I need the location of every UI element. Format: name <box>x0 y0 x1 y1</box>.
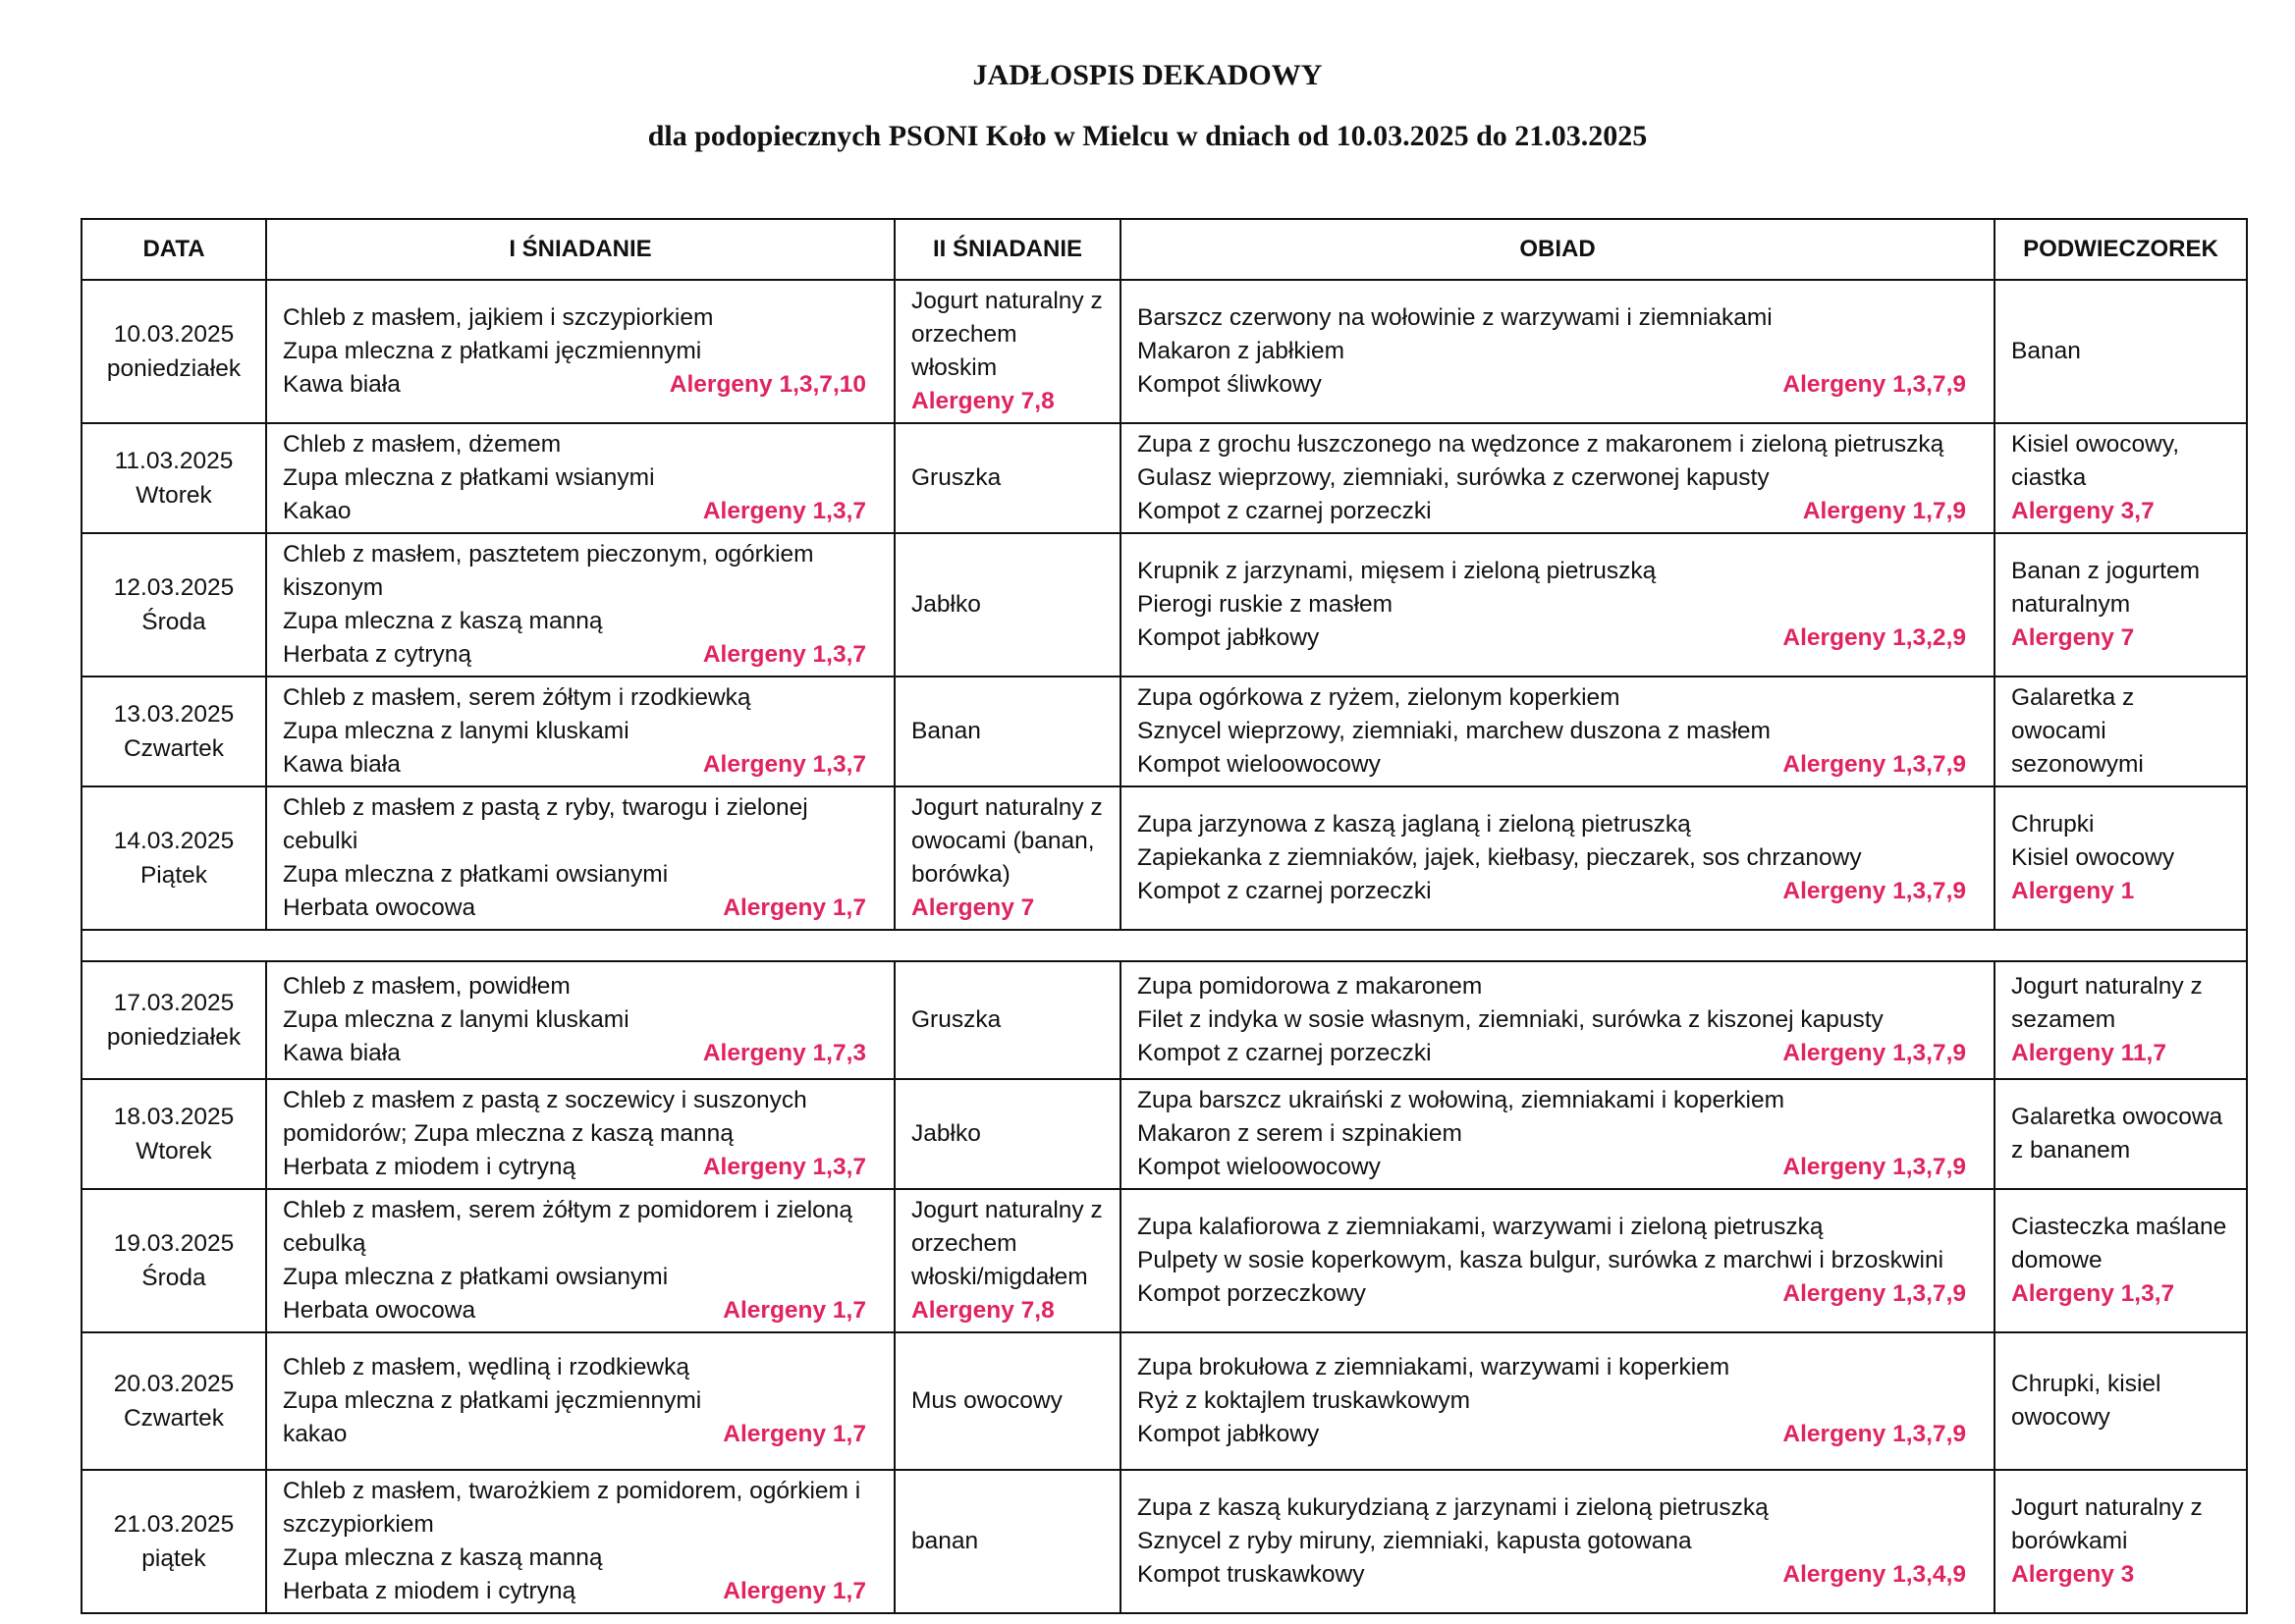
allergen-label: Alergeny 1,3,7,9 <box>1782 1280 1966 1307</box>
breakfast-item: kakao <box>283 1421 348 1447</box>
allergen-label: Alergeny 3,7 <box>2011 498 2155 524</box>
breakfast-item: Zupa mleczna z płatkami owsianymi <box>283 1264 669 1290</box>
allergen-label: Alergeny 1,3,7 <box>702 751 866 778</box>
dinner-item: Ryż z koktajlem truskawkowym <box>1137 1387 1470 1414</box>
snack-cell <box>1994 1079 2247 1189</box>
dinner-cell <box>1120 786 1994 930</box>
second-breakfast-cell <box>895 1332 1120 1470</box>
dinner-last-line <box>1137 1418 1980 1451</box>
breakfast-cell <box>266 1332 895 1470</box>
dinner-item: Kompot wieloowocowy <box>1137 1154 1381 1180</box>
dinner-item: Zupa ogórkowa z ryżem, zielonym koperkiem <box>1137 684 1620 711</box>
menu-row <box>82 677 2247 786</box>
second-item: Banan <box>911 718 981 744</box>
breakfast-item: Zupa mleczna z płatkami jęczmiennymi <box>283 1387 702 1414</box>
page-subtitle: dla podopiecznych PSONI Koło w Mielcu w dniach od 10.03.2025 do 21.03.2025 <box>647 120 1648 152</box>
breakfast-last-line <box>283 1418 880 1451</box>
date-value: 19.03.2025 <box>113 1230 235 1257</box>
allergen-label: Alergeny 11,7 <box>2011 1040 2166 1066</box>
dinner-item: Zupa pomidorowa z makaronem <box>1137 973 1483 1000</box>
dinner-cell <box>1120 1079 1994 1189</box>
breakfast-last-line <box>283 495 880 528</box>
breakfast-item: Herbata z miodem i cytryną <box>283 1578 576 1604</box>
dinner-item: Sznycel z ryby miruny, ziemniaki, kapusta gotowana <box>1137 1528 1692 1554</box>
second-breakfast-cell <box>895 961 1120 1079</box>
breakfast-item: Chleb z masłem, serem żółtym z pomidorem i zieloną cebulką <box>283 1197 853 1257</box>
breakfast-item: Zupa mleczna z kaszą manną <box>283 608 603 634</box>
breakfast-cell <box>266 677 895 786</box>
date-value: 18.03.2025 <box>113 1104 235 1130</box>
dinner-item: Kompot jabłkowy <box>1137 624 1320 651</box>
dinner-item: Kompot z czarnej porzeczki <box>1137 498 1432 524</box>
day-name: Wtorek <box>136 482 212 509</box>
breakfast-cell <box>266 786 895 930</box>
date-cell <box>82 1079 266 1189</box>
second-item: Jogurt naturalny z owocami (banan, borówka) <box>911 794 1103 888</box>
dinner-item: Pulpety w sosie koperkowym, kasza bulgur, surówka z marchwi i brzoskwini <box>1137 1247 1944 1273</box>
second-breakfast-cell <box>895 1189 1120 1332</box>
second-item: banan <box>911 1528 979 1554</box>
allergen-label: Alergeny 7 <box>911 894 1035 921</box>
breakfast-last-line <box>283 1294 880 1327</box>
col-header-date: DATA <box>82 219 266 280</box>
breakfast-item: Herbata z cytryną <box>283 641 471 668</box>
breakfast-item: Herbata owocowa <box>283 894 476 921</box>
dinner-item: Kompot truskawkowy <box>1137 1561 1365 1588</box>
second-item: Jogurt naturalny z orzechem włoskim <box>911 288 1103 381</box>
snack-item: Banan <box>2011 338 2081 364</box>
breakfast-item: Chleb z masłem, powidłem <box>283 973 571 1000</box>
dinner-last-line <box>1137 622 1980 655</box>
breakfast-item: Zupa mleczna z płatkami owsianymi <box>283 861 669 888</box>
breakfast-cell <box>266 280 895 423</box>
allergen-label: Alergeny 3 <box>2011 1561 2135 1588</box>
breakfast-item: Zupa mleczna z płatkami wsianymi <box>283 464 655 491</box>
second-breakfast-cell <box>895 423 1120 533</box>
dinner-item: Zupa z grochu łuszczonego na wędzonce z makaronem i zieloną pietruszką <box>1137 431 1944 458</box>
col-header-breakfast: I ŚNIADANIE <box>266 219 895 280</box>
date-cell <box>82 961 266 1079</box>
second-item: Mus owocowy <box>911 1387 1063 1414</box>
dinner-cell <box>1120 1189 1994 1332</box>
allergen-label: Alergeny 1,7 <box>723 894 866 921</box>
menu-row <box>82 786 2247 930</box>
dinner-item: Kompot z czarnej porzeczki <box>1137 1040 1432 1066</box>
dinner-item: Zupa jarzynowa z kaszą jaglaną i zieloną pietruszką <box>1137 811 1691 838</box>
dinner-item: Makaron z jabłkiem <box>1137 338 1345 364</box>
breakfast-item: Kawa biała <box>283 371 401 398</box>
dinner-item: Zupa kalafiorowa z ziemniakami, warzywami i zieloną pietruszką <box>1137 1214 1824 1240</box>
dinner-item: Barszcz czerwony na wołowinie z warzywami i ziemniakami <box>1137 304 1773 331</box>
second-item: Gruszka <box>911 464 1002 491</box>
snack-item: Jogurt naturalny z sezamem <box>2011 973 2203 1033</box>
breakfast-item: Kawa biała <box>283 751 401 778</box>
dinner-item: Filet z indyka w sosie własnym, ziemniaki, surówka z kiszonej kapusty <box>1137 1006 1884 1033</box>
allergen-label: Alergeny 7,8 <box>911 388 1055 414</box>
week-separator-row <box>82 930 2247 961</box>
allergen-label: Alergeny 1,7,9 <box>1802 498 1966 524</box>
dinner-item: Sznycel wieprzowy, ziemniaki, marchew duszona z masłem <box>1137 718 1771 744</box>
date-value: 11.03.2025 <box>114 448 234 474</box>
dinner-cell <box>1120 677 1994 786</box>
dinner-cell <box>1120 1332 1994 1470</box>
snack-cell <box>1994 1332 2247 1470</box>
second-breakfast-cell <box>895 280 1120 423</box>
breakfast-cell <box>266 1079 895 1189</box>
snack-item: Jogurt naturalny z borówkami <box>2011 1494 2203 1554</box>
second-breakfast-cell <box>895 1079 1120 1189</box>
snack-item: Galaretka owocowa z bananem <box>2011 1104 2223 1164</box>
dinner-item: Kompot wieloowocowy <box>1137 751 1381 778</box>
allergen-label: Alergeny 1,3,7 <box>702 1154 866 1180</box>
menu-body <box>82 280 2247 1613</box>
dinner-item: Zupa barszcz ukraiński z wołowiną, ziemniakami i koperkiem <box>1137 1087 1785 1113</box>
snack-item: Ciasteczka maślane domowe <box>2011 1214 2227 1273</box>
breakfast-item: Kawa biała <box>283 1040 401 1066</box>
breakfast-item: Chleb z masłem, twarożkiem z pomidorem, ogórkiem i szczypiorkiem <box>283 1478 861 1538</box>
week-separator-cell <box>82 930 2247 961</box>
allergen-label: Alergeny 1,3,7,9 <box>1782 1154 1966 1180</box>
date-value: 17.03.2025 <box>113 990 235 1016</box>
snack-cell <box>1994 786 2247 930</box>
allergen-label: Alergeny 1,7,3 <box>702 1040 866 1066</box>
dinner-item: Kompot porzeczkowy <box>1137 1280 1366 1307</box>
breakfast-item: Chleb z masłem z pastą z soczewicy i suszonych pomidorów; Zupa mleczna z kaszą manną <box>283 1087 807 1147</box>
date-cell <box>82 1470 266 1613</box>
date-value: 21.03.2025 <box>113 1511 235 1538</box>
breakfast-last-line <box>283 748 880 782</box>
day-name: poniedziałek <box>106 1024 242 1051</box>
dinner-item: Kompot z czarnej porzeczki <box>1137 878 1432 904</box>
date-cell <box>82 280 266 423</box>
day-name: piątek <box>141 1545 206 1572</box>
date-value: 14.03.2025 <box>113 828 235 854</box>
allergen-label: Alergeny 1,7 <box>723 1578 866 1604</box>
dinner-cell <box>1120 533 1994 677</box>
dinner-item: Pierogi ruskie z masłem <box>1137 591 1393 618</box>
allergen-label: Alergeny 1,3,7,9 <box>1782 371 1966 398</box>
breakfast-cell <box>266 1189 895 1332</box>
snack-item: Galaretka z owocami sezonowymi <box>2011 684 2144 778</box>
breakfast-item: Chleb z masłem, jajkiem i szczypiorkiem <box>283 304 714 331</box>
menu-row <box>82 1470 2247 1613</box>
date-cell <box>82 1189 266 1332</box>
dinner-cell <box>1120 423 1994 533</box>
col-header-snack: PODWIECZOREK <box>1994 219 2247 280</box>
snack-item: Kisiel owocowy <box>2011 844 2175 871</box>
breakfast-item: Chleb z masłem z pastą z ryby, twarogu i zielonej cebulki <box>283 794 808 854</box>
snack-item: Banan z jogurtem naturalnym <box>2011 558 2201 618</box>
dinner-last-line <box>1137 875 1980 908</box>
page-title: JADŁOSPIS DEKADOWY <box>972 59 1323 91</box>
allergen-label: Alergeny 1,7 <box>723 1421 866 1447</box>
dinner-last-line <box>1137 495 1980 528</box>
dinner-item: Gulasz wieprzowy, ziemniaki, surówka z czerwonej kapusty <box>1137 464 1770 491</box>
breakfast-item: Zupa mleczna z lanymi kluskami <box>283 1006 629 1033</box>
dinner-last-line <box>1137 1277 1980 1311</box>
date-value: 10.03.2025 <box>113 321 235 348</box>
allergen-label: Alergeny 1,3,7,9 <box>1782 878 1966 904</box>
date-value: 20.03.2025 <box>113 1371 235 1397</box>
menu-row <box>82 423 2247 533</box>
allergen-label: Alergeny 1,3,7 <box>702 641 866 668</box>
snack-cell <box>1994 533 2247 677</box>
menu-row <box>82 280 2247 423</box>
allergen-label: Alergeny 1,3,7,10 <box>669 371 866 398</box>
breakfast-item: Zupa mleczna z płatkami jęczmiennymi <box>283 338 702 364</box>
day-name: Środa <box>141 609 206 635</box>
day-name: Piątek <box>139 862 208 889</box>
breakfast-last-line <box>283 892 880 925</box>
second-item: Gruszka <box>911 1006 1002 1033</box>
date-cell <box>82 786 266 930</box>
col-header-second-breakfast: II ŚNIADANIE <box>895 219 1120 280</box>
day-name: poniedziałek <box>106 355 242 382</box>
breakfast-cell <box>266 533 895 677</box>
dinner-item: Makaron z serem i szpinakiem <box>1137 1120 1462 1147</box>
dinner-last-line <box>1137 1037 1980 1070</box>
breakfast-last-line <box>283 1151 880 1184</box>
dinner-last-line <box>1137 368 1980 402</box>
snack-cell <box>1994 1470 2247 1613</box>
breakfast-cell <box>266 1470 895 1613</box>
dinner-item: Zupa brokułowa z ziemniakami, warzywami i koperkiem <box>1137 1354 1730 1380</box>
dinner-item: Zupa z kaszą kukurydzianą z jarzynami i zieloną pietruszką <box>1137 1494 1769 1521</box>
breakfast-item: Zupa mleczna z kaszą manną <box>283 1544 603 1571</box>
date-value: 13.03.2025 <box>113 701 235 728</box>
menu-table <box>81 218 2248 1614</box>
allergen-label: Alergeny 7,8 <box>911 1297 1055 1324</box>
snack-cell <box>1994 423 2247 533</box>
breakfast-item: Chleb z masłem, wędliną i rzodkiewką <box>283 1354 689 1380</box>
allergen-label: Alergeny 1,3,7 <box>702 498 866 524</box>
allergen-label: Alergeny 1 <box>2011 878 2135 904</box>
dinner-last-line <box>1137 1151 1980 1184</box>
day-name: Czwartek <box>123 1405 225 1432</box>
date-cell <box>82 423 266 533</box>
breakfast-item: Kakao <box>283 498 352 524</box>
menu-row <box>82 533 2247 677</box>
second-breakfast-cell <box>895 533 1120 677</box>
second-breakfast-cell <box>895 786 1120 930</box>
snack-cell <box>1994 677 2247 786</box>
snack-item: Kisiel owocowy, ciastka <box>2011 431 2180 491</box>
dinner-item: Kompot jabłkowy <box>1137 1421 1320 1447</box>
dinner-last-line <box>1137 1558 1980 1592</box>
breakfast-cell <box>266 961 895 1079</box>
second-item: Jabłko <box>911 1120 981 1147</box>
menu-row <box>82 1189 2247 1332</box>
breakfast-item: Zupa mleczna z lanymi kluskami <box>283 718 629 744</box>
second-breakfast-cell <box>895 1470 1120 1613</box>
menu-row <box>82 1332 2247 1470</box>
dinner-cell <box>1120 280 1994 423</box>
date-cell <box>82 677 266 786</box>
breakfast-item: Herbata z miodem i cytryną <box>283 1154 576 1180</box>
snack-cell <box>1994 1189 2247 1332</box>
second-item: Jabłko <box>911 591 981 618</box>
date-cell <box>82 1332 266 1470</box>
day-name: Środa <box>141 1265 206 1291</box>
second-item: Jogurt naturalny z orzechem włoski/migdałem <box>911 1197 1103 1290</box>
allergen-label: Alergeny 1,3,7,9 <box>1782 1421 1966 1447</box>
col-header-dinner: OBIAD <box>1120 219 1994 280</box>
breakfast-last-line <box>283 1037 880 1070</box>
day-name: Czwartek <box>123 735 225 762</box>
breakfast-last-line <box>283 368 880 402</box>
dinner-last-line <box>1137 748 1980 782</box>
date-value: 12.03.2025 <box>113 574 235 601</box>
snack-item: Chrupki <box>2011 811 2095 838</box>
dinner-cell <box>1120 1470 1994 1613</box>
second-breakfast-cell <box>895 677 1120 786</box>
menu-row <box>82 1079 2247 1189</box>
breakfast-item: Chleb z masłem, serem żółtym i rzodkiewką <box>283 684 751 711</box>
snack-item: Chrupki, kisiel owocowy <box>2011 1371 2161 1431</box>
dinner-item: Krupnik z jarzynami, mięsem i zieloną pietruszką <box>1137 558 1657 584</box>
dinner-cell <box>1120 961 1994 1079</box>
breakfast-last-line <box>283 638 880 672</box>
breakfast-item: Chleb z masłem, pasztetem pieczonym, ogórkiem kiszonym <box>283 541 814 601</box>
breakfast-cell <box>266 423 895 533</box>
allergen-label: Alergeny 7 <box>2011 624 2135 651</box>
date-cell <box>82 533 266 677</box>
allergen-label: Alergeny 1,3,7,9 <box>1782 751 1966 778</box>
snack-cell <box>1994 961 2247 1079</box>
breakfast-item: Chleb z masłem, dżemem <box>283 431 562 458</box>
snack-cell <box>1994 280 2247 423</box>
breakfast-item: Herbata owocowa <box>283 1297 476 1324</box>
menu-row <box>82 961 2247 1079</box>
allergen-label: Alergeny 1,3,7 <box>2011 1280 2175 1307</box>
breakfast-last-line <box>283 1575 880 1608</box>
allergen-label: Alergeny 1,7 <box>723 1297 866 1324</box>
allergen-label: Alergeny 1,3,2,9 <box>1782 624 1966 651</box>
header-row <box>82 219 2247 280</box>
allergen-label: Alergeny 1,3,4,9 <box>1782 1561 1966 1588</box>
allergen-label: Alergeny 1,3,7,9 <box>1782 1040 1966 1066</box>
day-name: Wtorek <box>136 1138 212 1164</box>
dinner-item: Zapiekanka z ziemniaków, jajek, kiełbasy, pieczarek, sos chrzanowy <box>1137 844 1862 871</box>
dinner-item: Kompot śliwkowy <box>1137 371 1322 398</box>
